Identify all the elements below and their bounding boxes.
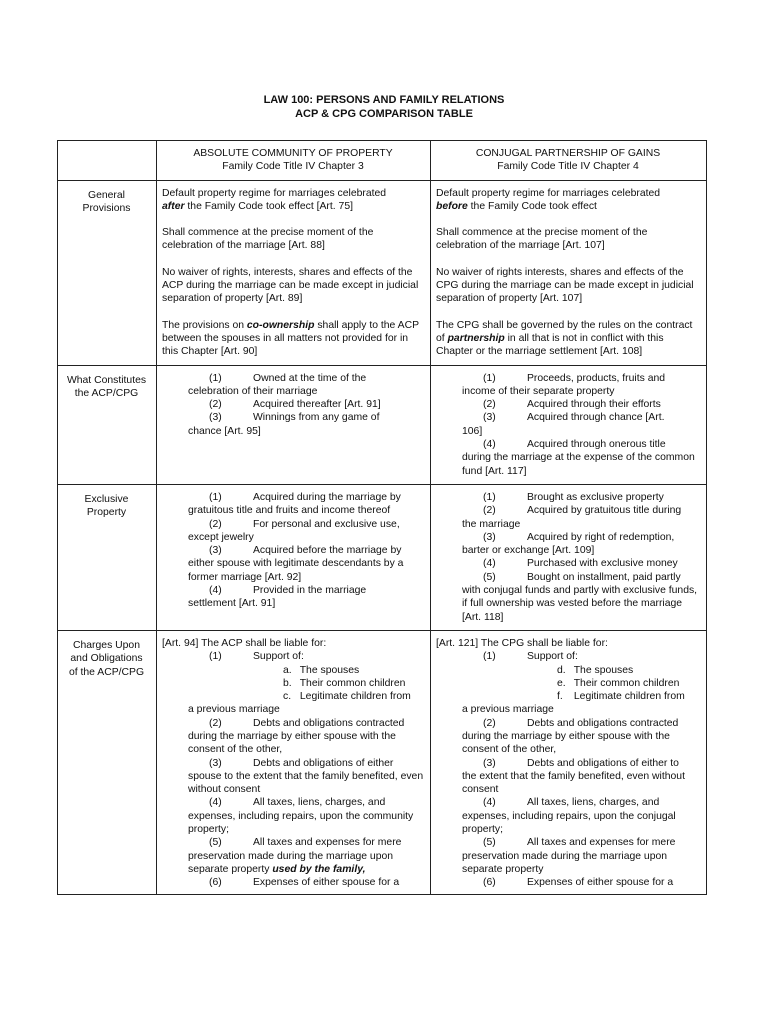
table-row-exclusive [58,484,707,630]
comparison-table [57,140,707,895]
table-row-general [58,180,707,365]
list-item: (4) Purchased with exclusive money [483,558,678,570]
list-item: (5) Bought on installment, paid partly with conjugal funds and partly with exclusive funds, if full ownership was vested before the marriage [Art. 118] [462,571,698,623]
row-label-line: Charges Upon [72,639,140,651]
cpg-column-title: CONJUGAL PARTNERSHIP OF GAINS [475,148,661,159]
general-acp-cell [157,180,431,365]
sub-item-continuation: a previous marriage [462,704,554,716]
list-item: (2) Debts and obligations contracted during the marriage by either spouse with the consent of the other, [462,717,679,756]
general-cpg-cell [431,180,707,365]
paragraph: No waiver of rights, interests, shares and effects of the ACP during the marriage can be made except in judicial separation of property [Art. 89] [162,266,419,305]
list-item: (4) All taxes, liens, charges, and expenses, including repairs, upon the community property; [188,797,414,836]
list-item: (3) Acquired before the marriage by either spouse with legitimate descendants by a former marriage [Art. 92] [188,545,404,583]
cpg-column-subtitle: Family Code Title IV Chapter 4 [497,161,639,173]
row-label-exclusive [58,484,157,630]
list-item: (3) Debts and obligations of either to the extent that the family benefited, even without consent [462,757,685,796]
paragraph: No waiver of rights interests, shares and effects of the CPG during the marriage can be made except in judicial separation of property [Art. 107] [436,266,694,305]
list-item: (2) For personal and exclusive use, except jewelry [188,518,400,543]
list-item: (2) Debts and obligations contracted during the marriage by either spouse with the consent of the other, [188,717,405,756]
sub-item: d. The spouses [557,664,634,676]
acp-column-title: ABSOLUTE COMMUNITY OF PROPERTY [193,148,393,159]
list-item: (1) Owned at the time of the celebration of their marriage [188,372,367,397]
paragraph: Shall commence at the precise moment of the celebration of the marriage [Art. 88] [162,227,374,252]
row-label-line: General [88,189,125,201]
table-row-constitutes [58,365,707,484]
row-label-general [58,180,157,365]
sub-item: e. Their common children [557,677,680,689]
paragraph: Default property regime for marriages celebrated after the Family Code took effect [Art. 75] [162,187,387,212]
sub-item-continuation: a previous marriage [188,704,280,716]
list-item: (4) All taxes, liens, charges, and expenses, including repairs, upon the conjugal property; [462,797,676,836]
list-item: (5) All taxes and expenses for mere preservation made during the marriage upon separate property used by the family, [188,837,402,875]
charges-acp-cell [157,630,431,894]
list-item: (6) Expenses of either spouse for a [483,877,674,889]
charges-cpg-cell [431,630,707,894]
row-label-charges [58,630,157,894]
exclusive-acp-cell [157,484,431,630]
paragraph: The provisions on co-ownership shall apply to the ACP between the spouses in all matters not provided for in this Chapter [Art. 90] [162,319,419,358]
list-item: (6) Expenses of either spouse for a [209,877,400,889]
list-item: (2) Acquired thereafter [Art. 91] [209,399,381,411]
sub-item: f. Legitimate children from [557,691,685,703]
charges-intro: [Art. 94] The ACP shall be liable for: [162,637,327,649]
acp-column-subtitle: Family Code Title IV Chapter 3 [222,161,364,173]
paragraph: Shall commence at the precise moment of the celebration of the marriage [Art. 107] [436,227,648,252]
row-label-line: What Constitutes [66,374,147,386]
list-item: (3) Debts and obligations of either spouse to the extent that the family benefited, even without consent [188,757,424,796]
row-label-constitutes [58,365,157,484]
list-item: (2) Acquired by gratuitous title during the marriage [462,505,682,530]
list-item: (1) Acquired during the marriage by gratuitous title and fruits and income thereof [188,491,401,517]
document-title: LAW 100: PERSONS AND FAMILY RELATIONS [263,94,505,106]
sub-item: b. Their common children [283,677,406,689]
list-item: (5) All taxes and expenses for mere preservation made during the marriage upon separate property [462,837,676,875]
list-item: (4) Provided in the marriage settlement [Art. 91] [188,585,367,610]
list-item: (1) Proceeds, products, fruits and income of their separate property [462,372,666,397]
list-item: (1) Brought as exclusive property [483,491,664,503]
constitutes-cpg-cell [431,365,707,484]
list-item: (4) Acquired through onerous title during the marriage at the expense of the common fund [Art. 117] [462,439,695,477]
header-acp [157,141,431,181]
header-empty-cell [58,141,157,181]
row-label-line: Provisions [82,202,131,214]
list-item: (1) Support of: [483,651,578,663]
row-label-line: the ACP/CPG [74,387,139,399]
table-row-charges [58,630,707,894]
row-label-line: Exclusive [84,493,129,505]
row-label-line: and Obligations [70,653,143,665]
paragraph: The CPG shall be governed by the rules on the contract of partnership in all that is not in conflict with this Chapter or the marriage settlement [Art. 108] [436,319,693,358]
charges-intro: [Art. 121] The CPG shall be liable for: [436,637,608,649]
row-label-line: Property [86,507,127,519]
table-header-row [58,141,707,181]
sub-item: c. Legitimate children from [283,691,411,703]
list-item: (1) Support of: [209,651,304,663]
exclusive-cpg-cell [431,484,707,630]
sub-item: a. The spouses [283,664,360,676]
paragraph: Default property regime for marriages celebrated before the Family Code took effect [436,187,661,212]
row-label-line: of the ACP/CPG [68,666,145,678]
constitutes-acp-cell [157,365,431,484]
document-subtitle: ACP & CPG COMPARISON TABLE [295,108,473,120]
list-item: (3) Winnings from any game of chance [Art. 95] [188,412,380,437]
list-item: (3) Acquired through chance [Art. 106] [462,412,665,437]
header-cpg [431,141,707,181]
list-item: (3) Acquired by right of redemption, barter or exchange [Art. 109] [462,531,675,557]
list-item: (2) Acquired through their efforts [483,399,661,411]
